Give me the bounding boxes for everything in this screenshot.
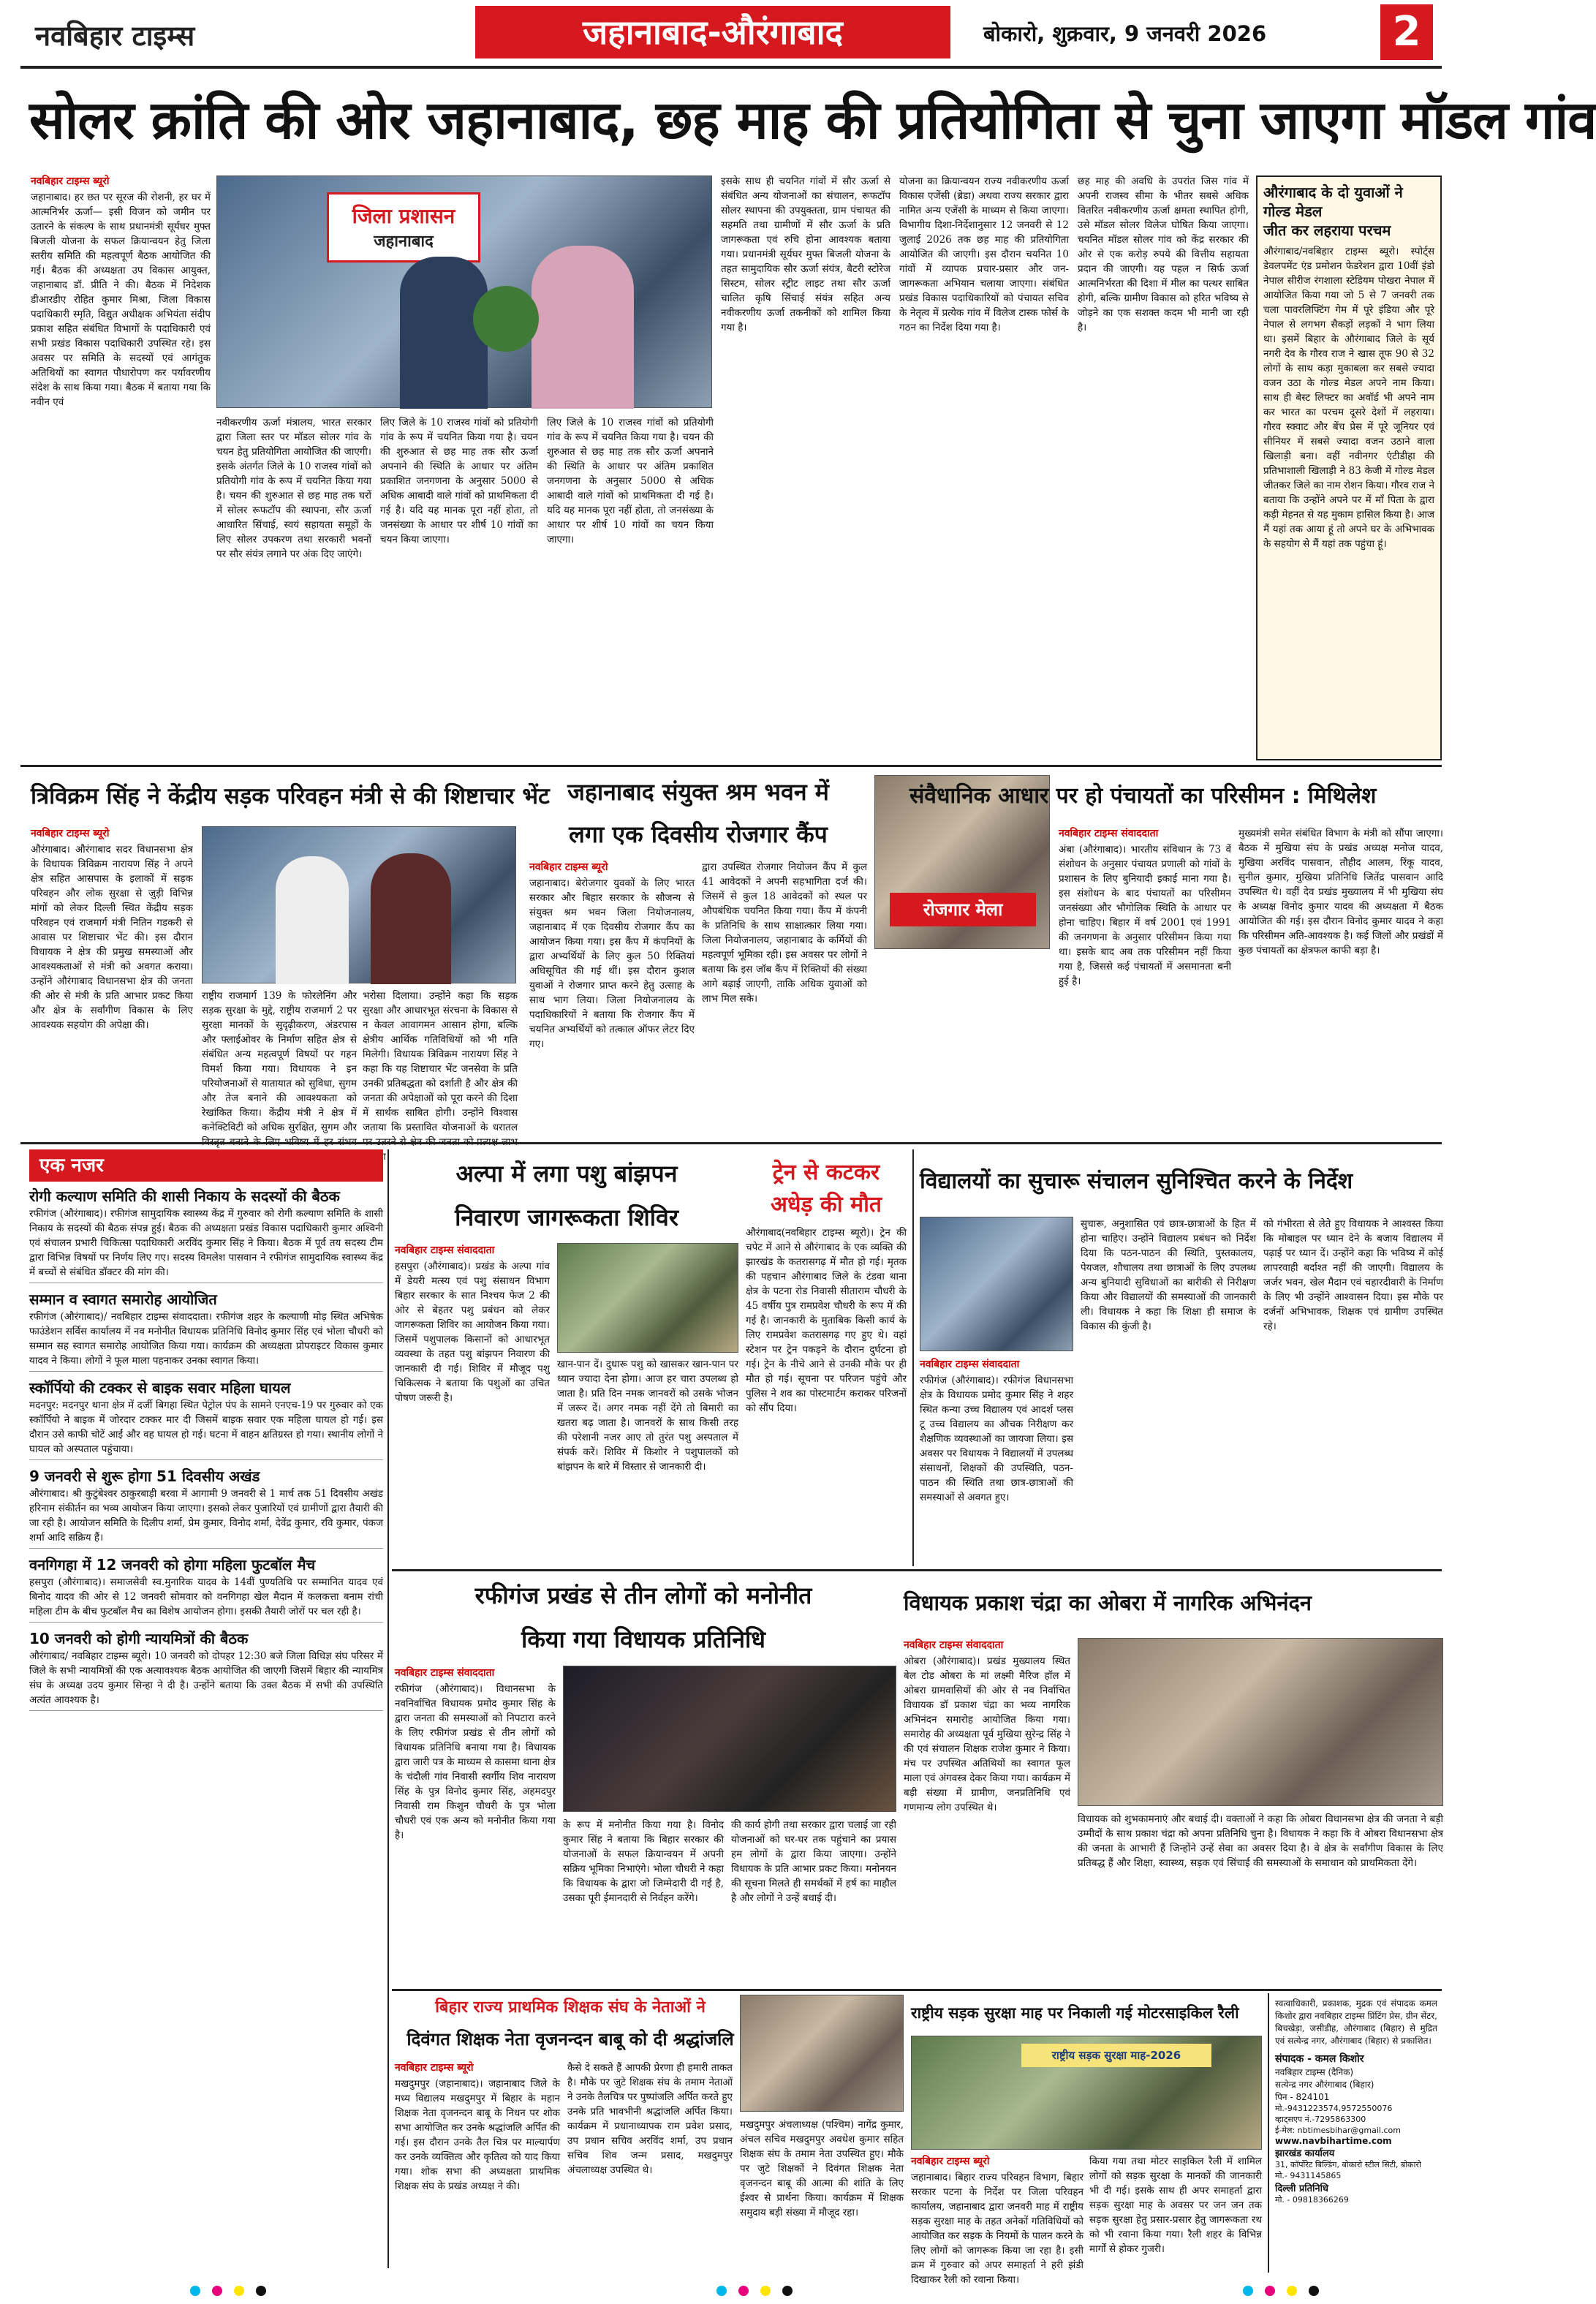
gadkari-headline: त्रिविक्रम सिंह ने केंद्रीय सड़क परिवहन मंत्री से की शिष्टाचार भेंट (31, 783, 550, 809)
gadkari-photo (202, 826, 516, 983)
pratinidhi-photo (563, 1666, 896, 1812)
rally-byline: नवबिहार टाइम्स ब्यूरो (911, 2156, 990, 2167)
gadkari-column-2: राष्ट्रीय राजमार्ग 139 के फोरलेनिंग और सड़क सुरक्षा के मुद्दे, राष्ट्रीय राजमार्ग 2 पर सुरक्षा मानकों के सुदृढ़ीकरण, अंडरपास और फ्लाईओवर के निर्माण सहित क्षेत्र से संबंधित अन्य महत्वपूर्ण विषयों पर गहन विमर्श किया गया। विधायक ने इन परियोजनाओं से यातायात को सुविधा, सुगम और तेज बनाने की आवश्यकता को रेखांकित किया। केंद्रीय मंत्री ने क्षेत्र में कनेक्टिविटी को अधिक सुरक्षित, सुगम और (202, 990, 357, 1133)
teacher-headline-1: बिहार राज्य प्राथमिक शिक्षक संघ के नेताओं ने (435, 1998, 706, 2017)
gold-headline-1: औरंगाबाद के दो युवाओं ने गोल्ड मेडल (1263, 184, 1403, 220)
page-number: 2 (1380, 4, 1433, 60)
ek-nazar-box (29, 1149, 383, 2273)
pashu-text-1: हसपुरा (औरंगाबाद)। प्रखंड के अल्पा गांव में डेयरी मत्स्य एवं पशु संसाधन विभाग बिहार सरकार के सात निश्चय फेज 2 की ओर से बेहतर पशु प्रबंधन को लेकर जागरूकता शिविर का आयोजन किया गया। जिसमें पशुपालक किसानों को आधारभूत व्यवस्था के तहत पशु बांझपन निवारण की जानकारी दी गई। शिविर में मौजूद पशु चिकित्सक ने बताया कि पशुओं का उचित पोषण जरूरी है। (395, 1261, 550, 1404)
ek-nazar-item-title: सम्मान व स्वागत समारोह आयोजित (29, 1291, 217, 1308)
train-headline-2: अधेड़ की मौत (771, 1192, 882, 1217)
section-title: जहानाबाद-औरंगाबाद (583, 12, 843, 52)
office-email[interactable]: ई-मेल: nbtimesbihar@gmail.com (1275, 2126, 1401, 2135)
office-whatsapp: व्हाट्सएप नं.-7295863300 (1275, 2115, 1366, 2124)
ek-nazar-item-text: रफीगंज (औरंगाबाद)/ नवबिहार टाइम्स संवाददाता। रफीगंज शहर के कल्याणी मोड़ स्थित अभिषेक फाउंडेशन सर्विस कार्यालय में नव मनोनीत विधायक प्रतिनिधि विनोद कुमार सिंह एवं भोला चौधरी को सम्मान सह स्वागत समारोह आयोजित किया गया। कार्यक्रम की अध्यक्षता प्रोपराइटर विकास कुमार यादव ने किया। लोगों ने फूल माला पहनाकर उनका स्वागत किया। (29, 1311, 383, 1367)
vidyalaya-photo (920, 1217, 1073, 1351)
ek-nazar-title: एक नजर (29, 1149, 383, 1182)
ek-nazar-item-text: रफीगंज (औरंगाबाद)। रफीगंज सामुदायिक स्वास्थ्य केंद्र में गुरुवार को रोगी कल्याण समिति के शासी निकाय के सदस्यों की बैठक संपन्न हुई। बैठक की अध्यक्षता प्रखंड विकास पदाधिकारी कुमार अश्विनी एवं संचालन प्रभारी चिकित्सा पदाधिकारी अरविंद कुमार सिंह ने किया। बैठक में पूर्व तय सदस्य टीम द्वारा विभिन्न विषयों पर निर्णय लिए गए। सदस्य विमलेश पासवान ने रफीगंज सामुदायिक स्वास्थ्य केंद्र में बच्चों से संबंधित डॉक्टर की मांग की। (29, 1208, 383, 1278)
train-headline-1: ट्रेन से कटकर (772, 1160, 880, 1185)
lead-column-2: नवीकरणीय ऊर्जा मंत्रालय, भारत सरकार द्वारा जिला स्तर पर मॉडल सोलर गांव के चयन हेतु प्रतियोगिता आयोजित की जाएगी। इसके अंतर्गत जिले के 10 राजस्व गांवों को प्रतियोगी गांव के रूप में चयनित किया गया है। चयन की शुरुआत से छह माह तक घरों में सोलर रूफटॉप की स्थापना, सौर ऊर्जा आधारित सिंचाई, स्वयं सहायता समूहों के लिए सोलर उपकरण तथा सरकारी भवनों पर सौर संयंत्र लगाने पर अंक दिए जाएंगे। (216, 417, 371, 560)
ek-nazar-item (29, 1289, 383, 1372)
gadkari-person-1 (276, 856, 349, 984)
gadkari-column-3: भरोसा दिलाया। उन्होंने कहा कि सड़क सुरक्षा और आधारभूत संरचना के विकास से न केवल आवागमन आसान होगा, बल्कि क्षेत्रीय आर्थिक गतिविधियों को भी गति मिलेगी। विधायक त्रिविक्रम नारायण सिंह ने कहा कि यह शिष्टाचार भेंट जनसेवा के प्रति उनकी प्रतिबद्धता को दर्शाती है और क्षेत्र की जनता की अपेक्षाओं को पूरा करने की दिशा में सार्थक साबित होगी। उन्होंने विश्वास जताया कि प्रस्तावित योजनाओं के धरातल (363, 990, 518, 1133)
registration-strip (0, 2280, 1462, 2302)
obra-column-1 (904, 1638, 1070, 1984)
photo-sign-board (327, 192, 480, 262)
gadkari-byline: नवबिहार टाइम्स ब्यूरो (31, 828, 110, 839)
ek-nazar-list (29, 1186, 383, 1711)
office-pin: पिन - 824101 (1275, 2092, 1330, 2102)
ek-nazar-item-text: औरंगाबाद/ नवबिहार टाइम्स ब्यूरो। 10 जनवरी को दोपहर 12:30 बजे जिला विधिज्ञ संघ परिसर में जिले के सभी न्यायमित्रों की एक अत्यावश्यक बैठक आयोजित की जाएगी जिसमें बिहार की न्यायमित्र संघ के अध्यक्ष उदय कुमार सिन्हा ने दी है। उन्होंने बताया कि उक्त बैठक में सभी की उपस्थिति अत्यंत आवश्यक है। (29, 1650, 383, 1706)
teacher-text-1: मखदुमपुर (जहानाबाद)। जहानाबाद जिले के मध्य विद्यालय मखदुमपुर में बिहार के महान शिक्षक नेता वृजनन्दन बाबू के निधन पर शोक सभा आयोजित कर उनके श्रद्धांजलि अर्पित की गई। इस दौरान उनके तैल चित्र पर माल्यार्पण कर उनके व्यक्तित्व और कृतित्व को याद किया गया। शोक सभा की अध्यक्षता प्राथमिक शिक्षक संघ के प्रखंड अध्यक्ष ने की। (395, 2078, 560, 2192)
office-3-mobile: मो. - 09818366269 (1275, 2195, 1349, 2205)
pashu-headline-2: निवारण जागरूकता शिविर (455, 1204, 678, 1231)
sign-line-2: जहानाबाद (374, 233, 434, 251)
rule-after-row3 (392, 1569, 1442, 1571)
editor-label: संपादक - कमल किशोर (1275, 2053, 1364, 2065)
vidyalaya-byline: नवबिहार टाइम्स संवाददाता (920, 1359, 1020, 1370)
pratinidhi-headline-1: रफीगंज प्रखंड से तीन लोगों को मनोनीत (474, 1582, 812, 1609)
teacher-column-1 (395, 2061, 560, 2273)
teacher-byline: नवबिहार टाइम्स ब्यूरो (395, 2062, 474, 2074)
gadkari-text-1: औरंगाबाद। औरंगाबाद सदर विधानसभा क्षेत्र के विधायक त्रिविक्रम नारायण सिंह ने अपने क्षेत्र सहित आसपास के इलाकों में सड़क परिवहन और लोक सुरक्षा से जुड़ी विभिन्न मांगों को लेकर दिल्ली स्थित केंद्रीय सड़क परिवहन एवं राजमार्ग मंत्री नितिन गडकरी से आवास पर शिष्टाचार भेंट की। इस दौरान विधायक ने क्षेत्र की प्रमुख समस्याओं और आवश्यकताओं से मंत्री को अवगत कराया। उन्होंने औरंगाबाद विधानसभा क्षेत्र की जनता की ओर से मंत्री के प्रति आभार प्रकट किया और क्षेत्र के सर्वांगीण विकास के लिए आवश्यक सहयोग की अपेक्षा की। (31, 844, 193, 1031)
office-2-addr: 31, कॉर्पोरेट बिल्डिंग, बोकारो स्टील सिटी, बोकारो (1275, 2160, 1421, 2169)
obra-photo (1078, 1638, 1443, 1806)
lead-headline: सोलर क्रांति की ओर जहानाबाद, छह माह की प्रतियोगिता से चुना जाएगा मॉडल गांव (29, 89, 1596, 151)
mithilesh-text-1: अंबा (औरंगाबाद)। भारतीय संविधान के 73 वें संशोधन के अनुसार पंचायत प्रणाली को गांवों के प्रशासन के लिए बुनियादी इकाई माना गया है। इस संशोधन के बाद पंचायतों का परिसीमन जनसंख्या और भौगोलिक स्थिति के आधार पर होना चाहिए। बिहार में वर्ष 2001 एवं 1991 की जनगणना के अनुसार परिसीमन किया गया था। इसके बाद अब तक परिसीमन नहीं किया गया है, जिससे कई पंचायतों में असमानता बनी हुई है। (1059, 844, 1231, 987)
rule-after-row2 (20, 1142, 1442, 1144)
plant-pot (473, 286, 539, 352)
ek-nazar-item (29, 1466, 383, 1549)
lead-text-3b: लिए जिले के 10 राजस्व गांवों को प्रतियोगी गांव के रूप में चयनित किया गया है। चयन की शुरुआत से छह माह तक सौर ऊर्जा अपनाने की स्थिति के आधार पर अंतिम प्रकाशित जनगणना के अनुसार 5000 से अधिक आबादी वाले गांवों को प्राथमिकता दी गई है। यदि यह मानक पूरा नहीं होता, तो जनसंख्या के आधार पर शीर्ष 10 गांवों का चयन किया जाएगा। (547, 417, 714, 545)
rozgar-text-1: जहानाबाद। बेरोजगार युवकों के लिए भारत सरकार और बिहार सरकार के सौजन्य से संयुक्त श्रम भवन जिला नियोजनालय, जहानाबाद में एक दिवसीय रोजगार कैंप का आयोजन किया गया। इस कैंप में कंपनियों के द्वारा अभ्यर्थियों के लिए कुल 50 रिक्तियां अधिसूचित की गई थीं। इस दौरान कुशल युवाओं ने रोजगार प्राप्त करने हेतु उत्साह के साथ भाग लिया। जिला नियोजनालय के पदाधिकारियों ने बताया कि रोजगार कैंप में चयनित अभ्यर्थियों को तत्काल ऑफर लेटर दिए गए। (529, 877, 695, 1050)
office-web[interactable]: www.navbihartime.com (1275, 2136, 1392, 2146)
pashu-byline: नवबिहार टाइम्स संवाददाता (395, 1244, 495, 1256)
pashu-column-1 (395, 1243, 550, 1565)
gold-medal-panel (1256, 175, 1442, 760)
rozgar-banner: रोजगार मेला (890, 893, 1036, 926)
office-mobile: मो.-9431223574,9572550076 (1275, 2104, 1393, 2113)
masthead (0, 0, 1462, 73)
obra-byline: नवबिहार टाइम्स संवाददाता (904, 1639, 1004, 1651)
pashu-headline-1: अल्पा में लगा पशु बांझपन (455, 1160, 678, 1187)
gold-headline-2: जीत कर लहराया परचम (1263, 222, 1391, 239)
mithilesh-column-1 (1059, 826, 1231, 1138)
lead-column-6: छह माह की अवधि के उपरांत जिस गांव में अपनी राजस्व सीमा के भीतर सबसे अधिक वितरित नवीकरणीय ऊर्जा क्षमता स्थापित होगी, उसे मॉडल सोलर विलेज घोषित किया जाएगा। चयनित मॉडल सोलर गांव को केंद्र सरकार की ओर से एक करोड़ रुपये की वित्तीय सहायता प्रदान की जाएगी। यह पहल न सिर्फ ऊर्जा आत्मनिर्भरता की दिशा में मील का पत्थर साबित होगी, बल्कि ग्रामीण विकास को हरित भविष्य से जोड़ने का एक सशक्त कदम भी मानी जा रही है। (1078, 175, 1249, 333)
pratinidhi-text-1: रफीगंज (औरंगाबाद)। विधानसभा के नवनिर्वाचित विधायक प्रमोद कुमार सिंह के द्वारा जनता की समस्याओं को निपटारा करने के लिए रफीगंज प्रखंड से तीन लोगों को विधायक प्रतिनिधि बनाया गया है। विधायक द्वारा जारी पत्र के माध्यम से कासमा थाना क्षेत्र के चंदौली गांव निवासी स्वर्गीय शिव नारायण सिंह के पुत्र विनोद कुमार सिंह, अहमदपुर निवासी राम किशुन चौधरी के पुत्र भोला चौधरी एवं एक अन्य को मनोनीत किया गया है। (395, 1683, 556, 1841)
ek-nazar-item (29, 1186, 383, 1283)
lead-photo (216, 175, 712, 408)
teacher-column-2: कैसे दे सकते हैं आपकी प्रेरणा ही हमारी ताकत है। मौके पर जुटे शिक्षक संघ के तमाम नेताओं ने उनके तैलचित्र पर पुष्पांजलि अर्पित करते हुए उनके प्रति भावभीनी श्रद्धांजलि अर्पित किया। कार्यक्रम में प्रधानाध्यापक राम प्रवेश प्रसाद, उप प्रधान सचिव अरविंद शर्मा, उप प्रधान सचिव शिव जन्म प्रसाद, मखदुमपुर अंचलाध्यक्ष उपस्थित थे। (567, 2062, 733, 2176)
rally-column-2: किया गया तथा मोटर साइकिल रैली में शामिल लोगों को सड़क सुरक्षा के मानकों की जानकारी भी दी गई। इसके साथ ही अपर समाहर्ता द्वारा सड़क सुरक्षा माह के अवसर पर जन जन तक सड़क सुरक्षा हेतु प्रसार-प्रसार हेतु जागरूकता रथ को भी रवाना किया गया। रैली शहर के विभिन्न मार्गों से होकर गुजरी। (1089, 2156, 1262, 2255)
gold-text: औरंगाबाद/नवबिहार टाइम्स ब्यूरो। स्पोर्ट्स डेवलपमेंट एंड प्रमोशन फेडरेशन द्वारा 10वीं इंडो नेपाल सीरीज रंगशाला स्टेडियम पोखरा नेपाल में आयोजित किया गया जो 5 से 7 जनवरी तक चला पावरलिफ्टिंग गेम में पूरे इंडिया और पूरे नेपाल से लगभग सैकड़ों लड़कों ने भाग लिया था। इसमें बिहार के औरंगाबाद जिले के सूर्य नगरी देव के गौरव राज ने खास तूफ 90 से 32 लोगों के साथ कड़ा मुकाबला कर सबसे ज्यादा वजन उठा के गोल्ड मेडल अपने नाम किया। साथ ही बेस्ट लिफ्टर का अवॉर्ड भी अपने नाम कर भारत का परचम दूसरे देशों में लहराया। गौरव स्क्वाट और बेंच प्रेस में पूरे जूनियर एवं सीनियर में सबसे ज्यादा वजन उठाने वाला खिलाड़ी बना। वहीं नवीनगर एंटीडीहा की प्रतिभाशाली खिलाड़ी ने 83 केजी में गोल्ड मेडल जीतकर जिले का नाम रोशन किया। गौरव राज ने बताया कि उन्होंने अपने पर में माँ पिता के द्वारा कड़ी मेहनत से यह मुकाम हासिल किया है। आज मैं यहां तक आया हूं तो अपने घर के अभिभावक के सहयोग से मैं यहां तक पहुंचा हूं। (1263, 246, 1434, 550)
ek-nazar-item-title: 10 जनवरी को होगी न्यायमित्रों की बैठक (29, 1630, 249, 1647)
rule-train (912, 1149, 914, 1566)
rally-headline: राष्ट्रीय सड़क सुरक्षा माह पर निकाली गई मोटरसाइकिल रैली (911, 2004, 1239, 2022)
person-right (532, 246, 634, 409)
masthead-rule (20, 66, 1442, 69)
rally-banner: राष्ट्रीय सड़क सुरक्षा माह-2026 (1021, 2044, 1211, 2067)
office-3: दिल्ली प्रतिनिधि (1275, 2183, 1328, 2194)
rozgar-column-1 (529, 860, 695, 1138)
office-2-mobile: मो.- 9431145865 (1275, 2171, 1342, 2180)
rozgar-byline: नवबिहार टाइम्स ब्यूरो (529, 861, 608, 873)
lead-column-5: योजना का क्रियान्वयन राज्य नवीकरणीय ऊर्जा विकास एजेंसी (ब्रेडा) अथवा राज्य सरकार द्वारा नामित अन्य एजेंसी के माध्यम से किया जाएगा। विभागीय दिशा-निर्देशानुसार 12 जनवरी से 12 जुलाई 2026 तक छह माह की प्रतियोगिता आयोजित की जाएगी। इस दौरान चयनित 10 गांवों में व्यापक प्रचार-प्रसार और जन-जागरूकता अभियान चलाया जाएगा। संबंधित प्रखंड विकास पदाधिकारियों को पंचायत सचिव के नेतृत्व में प्रत्येक गांव में विलेज टास्क फोर्स के गठन का निर्देश दिया गया है। (899, 175, 1069, 333)
lead-text-1: जहानाबाद। हर छत पर सूरज की रोशनी, हर घर में आत्मनिर्भर ऊर्जा— इसी विजन को जमीन पर उतारने के संकल्प के साथ प्रधानमंत्री सूर्यघर मुफ्त बिजली योजना के सफल क्रियान्वयन हेतु जिला स्तरीय समिति की महत्वपूर्ण बैठक आयोजित की गई। बैठक की अध्यक्षता उप विकास आयुक्त, जहानाबाद डॉ. प्रीति ने की। बैठक में निदेशक डीआरडीए रोहित कुमार मिश्रा, जिला विकास पदाधिकारी स्मृति, विद्युत अधीक्षक अभियंता संदीप प्रकाश सहित संबंधित विभागों के पदाधिकारी एवं सभी प्रखंड विकास पदाधिकारी उपस्थित रहे। इस अवसर पर समिति के सदस्यों एवं आगंतुक अतिथियों का स्वागत पौधारोपण कर पर्यावरणीय संदेश के साथ किया गया। बैठक में बताया गया कि नवीन एवं (31, 192, 211, 408)
lead-column-3: लिए जिले के 10 राजस्व गांवों को प्रतियोगी गांव के रूप में चयनित किया गया है। चयन की शुरुआत से छह माह तक सौर ऊर्जा अपनाने की स्थिति के आधार पर अंतिम प्रकाशित जनगणना के अनुसार 5000 से अधिक आबादी वाले गांवों को प्राथमिकता दी गई है। यदि यह मानक पूरा नहीं होता, तो जनसंख्या के आधार पर शीर्ष 10 गांवों का चयन किया जाएगा। (380, 417, 538, 545)
dateline: बोकारो, शुक्रवार, 9 जनवरी 2026 (983, 21, 1267, 46)
rozgar-headline-1: जहानाबाद संयुक्त श्रम भवन में (567, 778, 829, 806)
rozgar-headline-2: लगा एक दिवसीय रोजगार कैंप (569, 820, 828, 848)
lead-column-4: इसके साथ ही चयनित गांवों में सौर ऊर्जा से संबंधित अन्य योजनाओं का संचालन, रूफटॉप सोलर स्थापना की उपयुक्तता, ग्राम पंचायत की सहमति तथा ग्रामीणों में सौर ऊर्जा के प्रति जागरूकता एवं रुचि होना आवश्यक बताया गया। प्रधानमंत्री सूर्यघर मुफ्त बिजली योजना के तहत सामुदायिक सौर ऊर्जा संयंत्र, बैटरी स्टोरेज सिस्टम, सोलर स्ट्रीट लाइट तथा सौर ऊर्जा चालित कृषि सिंचाई संयंत्र सहित अन्य नवीकरणीय ऊर्जा तकनीकों को शामिल किया गया है। (721, 175, 890, 333)
lead-byline: नवबिहार टाइम्स ब्यूरो (31, 175, 110, 187)
ek-nazar-item-text: हसपुरा (औरंगाबाद)। समाजसेवी स्व.मुनारिक यादव के 14वीं पुण्यतिथि पर सम्मानित यादव एवं बिनोद यादव की ओर से 12 जनवरी सोमवार को वनगिगहा खेल मैदान में कलकत्ता बनाम रांची महिला टीम के बीच फुटबॉल मैच का विशेष आयोजन होगा। इसकी तैयारी जोरों पर चल रही है। (29, 1576, 383, 1617)
lead-column-3b (547, 415, 714, 759)
sign-line-1: जिला प्रशासन (352, 204, 455, 228)
pratinidhi-column-1 (395, 1666, 556, 1984)
vidyalaya-headline: विद्यालयों का सुचारू संचालन सुनिश्चित करने के निर्देश (920, 1168, 1353, 1194)
rally-column-1 (911, 2154, 1083, 2286)
ek-nazar-item-title: वनगिगहा में 12 जनवरी को होगा महिला फुटबॉल मैच (29, 1556, 316, 1574)
ek-nazar-item-title: स्कॉर्पियो की टक्कर से बाइक सवार महिला घायल (29, 1379, 291, 1397)
pratinidhi-headline-2: किया गया विधायक प्रतिनिधि (521, 1625, 765, 1653)
vidyalaya-column-3: को गंभीरता से लेते हुए विधायक ने आश्वस्त किया कि मोबाइल पर ध्यान देने के बजाय विद्यालय में पढ़ाई पर ध्यान दें। उन्होंने कहा कि भविष्य में कोई लापरवाही बर्दाश्त नहीं की जाएगी। विद्यालय के जर्जर भवन, खेल मैदान एवं चहारदीवारी के निर्माण के लिए भी उन्होंने आश्वासन दिया। इस मौके पर दर्जनों अभिभावक, शिक्षक एवं ग्रामीण उपस्थित रहे। (1263, 1218, 1443, 1332)
mithilesh-byline: नवबिहार टाइम्स संवाददाता (1059, 828, 1159, 839)
lead-column-1 (31, 174, 211, 759)
obra-headline: विधायक प्रकाश चंद्रा का ओबरा में नागरिक अभिनंदन (904, 1590, 1312, 1615)
section-banner (475, 6, 950, 58)
teacher-headline-2: दिवंगत शिक्षक नेता वृजनन्दन बाबू को दी श्रद्धांजलि (406, 2029, 734, 2050)
ek-nazar-item (29, 1628, 383, 1711)
ek-nazar-item-title: रोगी कल्याण समिति की शासी निकाय के सदस्यों की बैठक (29, 1187, 340, 1205)
pratinidhi-column-2: के रूप में मनोनीत किया गया है। विनोद कुमार सिंह ने बताया कि बिहार सरकार की योजनाओं के सफल क्रियान्वयन में अपनी सक्रिय भूमिका निभाएंगे। भोला चौधरी ने कहा कि विधायक के द्वारा जो जिम्मेदारी दी गई है, उसका पूरी ईमानदारी से निर्वहन करेंगे। (563, 1819, 724, 1904)
imprint-text: स्वत्वाधिकारी, प्रकाशक, मुद्रक एवं संपादक कमल किशोर द्वारा नवबिहार टाइम्स प्रिंटिंग प्रेस, ग्रीन सेंटर, बिचखेड़ा, जसीडीह, औरंगाबाद (बिहार) से मुद्रित एवं सत्येन्द्र नगर, औरंगाबाद (बिहार) से प्रकाशित। (1275, 1998, 1437, 2046)
pashu-column-2: खान-पान दें। दुधारू पशु को खासकर खान-पान पर ध्यान ज्यादा देना होगा। आज हर चारा उपलब्ध हो जाता है। प्रति दिन नमक जानवरों को उसके भोजन में जरूर दें। अगर नमक नहीं देंगे तो बिमारी का खतरा बढ़ जाता है। जानवरों के साथ किसी तरह की परेशानी नजर आए तो तुरंत पशु अस्पताल में संपर्क करें। शिविर में किशोर ने पशुपालकों को बांझपन के बारे में विस्तार से जानकारी दी। (557, 1359, 738, 1473)
ek-nazar-item (29, 1555, 383, 1623)
ek-nazar-item-text: औरंगाबाद। श्री कुटुंबेश्वर ठाकुरबाड़ी बरवा में आगामी 9 जनवरी से 1 मार्च तक 51 दिवसीय अखंड हरिनाम संकीर्तन का भव्य आयोजन किया जाएगा। इसको लेकर पुजारियों एवं ग्रामीणों द्वारा तैयारी की जा रही है। आयोजन समिति के दिलीप शर्मा, प्रेम कुमार, विनोद शर्मा, देवेंद्र कुमार, रवि कुमार, पंकज शर्मा आदि सक्रिय हैं। (29, 1488, 383, 1544)
obra-text-1: ओबरा (औरंगाबाद)। प्रखंड मुख्यालय स्थित बेल टोड ओबरा के मां लक्ष्मी मैरिज हॉल में ओबरा ग्रामवासियों की ओर से नव निर्वाचित विधायक डॉ प्रकाश चंद्रा का भव्य नागरिक अभिनंदन समारोह आयोजित किया गया। समारोह की अध्यक्षता पूर्व मुखिया सुरेन्द्र सिंह ने की एवं संचालन शिक्षक राजेश कुमार ने किया। मंच पर उपस्थित अतिथियों का स्वागत फूल माला एवं अंगवस्त्र देकर किया गया। कार्यक्रम में बड़ी संख्या में ग्रामीण, जनप्रतिनिधि एवं गणमान्य लोग उपस्थित थे। (904, 1655, 1070, 1813)
vidyalaya-text-1: रफीगंज (औरंगाबाद)। रफीगंज विधानसभा क्षेत्र के विधायक प्रमोद कुमार सिंह ने शहर स्थित कन्या उच्च विद्यालय एवं आदर्श प्लस टू उच्च विद्यालय का औचक निरीक्षण कर शैक्षणिक व्यवस्थाओं का जायजा लिया। इस अवसर पर विधायक ने विद्यालयों में उपलब्ध संसाधनों, शिक्षकों की उपस्थिति, पठन-पाठन की स्थिति तथा छात्र-छात्राओं की समस्याओं से अवगत हुए। (920, 1375, 1073, 1503)
rule-after-lead (20, 765, 1442, 767)
pratinidhi-byline: नवबिहार टाइम्स संवाददाता (395, 1667, 495, 1679)
rule-after-row4 (392, 1989, 1442, 1991)
pashu-photo (557, 1243, 738, 1353)
gadkari-person-2 (371, 853, 451, 984)
office-2: झारखंड कार्यालय (1275, 2148, 1335, 2159)
obra-column-2: विधायक को शुभकामनाएं और बधाई दी। वक्ताओं ने कहा कि ओबरा विधानसभा क्षेत्र की जनता ने बड़ी उम्मीदों के साथ प्रकाश चंद्रा को अपना प्रतिनिधि चुना है। विधायक ने कहा कि वे ओबरा विधानसभा क्षेत्र की जनता के आभारी हैं जिन्होंने उन्हें सेवा का अवसर दिया है। वे क्षेत्र के सर्वांगीण विकास के लिए प्रतिबद्ध हैं और शिक्षा, स्वास्थ्य, सड़क एवं सिंचाई की समस्याओं के समाधान को प्राथमिकता देंगे। (1078, 1813, 1443, 1869)
mithilesh-headline: संवैधानिक आधार पर हो पंचायतों का परिसीमन : मिथिलेश (909, 783, 1377, 809)
ek-nazar-item-title: 9 जनवरी से शुरू होगा 51 दिवसीय अखंड (29, 1468, 260, 1485)
rally-text-1: जहानाबाद। बिहार राज्य परिवहन विभाग, बिहार सरकार पटना के निर्देश पर जिला परिवहन कार्यालय, जहानाबाद द्वारा जनवरी माह में राष्ट्रीय सड़क सुरक्षा माह के तहत अनेकों गतिविधियों को आयोजित कर सड़क के नियमों के पालन करने के लिए लोगों को जागरूक किया जा रहा है। इसी क्रम में गुरुवार को अपर समाहर्ता ने हरी झंडी दिखाकर रैली को रवाना किया। (911, 2172, 1083, 2286)
vidyalaya-column-1 (920, 1357, 1073, 1565)
teacher-column-3: मखदुमपुर अंचलाध्यक्ष (पश्चिम) नागेंद्र कुमार, अंचल सचिव मखदुमपुर अवधेश कुमार सहित शिक्षक संघ के तमाम नेता उपस्थित हुए। मौके पर जुटे शिक्षकों ने दिवंगत शिक्षक नेता वृजनन्दन बाबू की आत्मा की शांति के लिए ईश्वर से प्रार्थना किया। कार्यक्रम में शिक्षक समुदाय बड़ी संख्या में मौजूद रहा। (740, 2119, 904, 2218)
rally-photo (911, 2036, 1262, 2150)
teacher-photo (740, 1995, 904, 2112)
vidyalaya-column-2: सुचारू, अनुशासित एवं छात्र-छात्राओं के हित में होना चाहिए। उन्होंने विद्यालय प्रबंधन को निर्देश दिया कि पठन-पाठन की स्थिति, पुस्तकालय, पेयजल, शौचालय तथा छात्राओं के लिए उपलब्ध अन्य बुनियादी सुविधाओं का बारीकी से निरीक्षण किया और विद्यालयों की समस्याओं की जानकारी ली। विधायक ने कहा कि शिक्षा ही समाज के विकास की कुंजी है। (1081, 1218, 1256, 1332)
ek-nazar-item-text: मदनपुर: मदनपुर थाना क्षेत्र में दर्जी बिगहा स्थित पेट्रोल पंप के सामने एनएच-19 पर गुरुवार को एक स्कॉर्पियो ने बाइक में जोरदार टक्कर मार दी जिसमें बाइक सवार एक महिला घायल हो गई। इस दौरान उसे काफी चोटें आईं और वह घायल हो गई। घटना में वाहन क्षतिग्रस्त हो गया। स्थानीय लोगों ने घायल को अस्पताल पहुंचाया। (29, 1400, 383, 1455)
person-left (400, 257, 488, 409)
office-1-addr: सत्येन्द्र नगर औरंगाबाद (बिहार) (1275, 2080, 1374, 2090)
office-1: नवबिहार टाइम्स (दैनिक) (1275, 2067, 1354, 2077)
paper-name: नवबिहार टाइम्स (35, 20, 195, 52)
ek-nazar-item (29, 1378, 383, 1460)
gadkari-column-1 (31, 826, 193, 1138)
mithilesh-column-3: मुख्यमंत्री समेत संबंधित विभाग के मंत्री को सौंपा जाएगा। बैठक में मुखिया संघ के प्रखंड अध्यक्ष मनोज यादव, मुखिया अरविंद पासवान, तौहीद आलम, रिंकू यादव, सुनील कुमार, मुखिया प्रतिनिधि जितेंद्र पासवान आदि उपस्थित थे। वहीं देव प्रखंड मुख्यालय में भी मुखिया संघ के अध्यक्ष विनोद कुमार यादव की अध्यक्षता में बैठक आयोजित की गई। इस दौरान विनोद कुमार यादव ने कहा कि परिसीमन अति-आवश्यक है। कई जिलों और प्रखंडों में कुछ पंचायतों का क्षेत्रफल काफी बड़ा है। (1238, 828, 1443, 956)
pratinidhi-column-3: की कार्य होगी तथा सरकार द्वारा चलाई जा रही योजनाओं को घर-घर तक पहुंचाने का प्रयास हम लोगों के द्वारा किया जाएगा। उन्होंने विधायक के प्रति आभार प्रकट किया। मनोनयन की सूचना मिलते ही समर्थकों में हर्ष का माहौल है और लोगों ने उन्हें बधाई दी। (731, 1819, 896, 1904)
train-text: औरंगाबाद(नवबिहार टाइम्स ब्यूरो)। ट्रेन की चपेट में आने से औरंगाबाद के एक व्यक्ति की झारखंड के कतरासगढ़ में मौत हो गई। मृतक की पहचान औरंगाबाद जिले के टंडवा थाना क्षेत्र के पटना रोड निवासी सीताराम चौधरी के 45 वर्षीय पुत्र रामप्रवेश चौधरी के रूप में की गई है। जानकारी के मुताबिक किसी कार्य के लिए रामप्रवेश कतरासगढ़ गए हुए थे। वहां स्टेशन पर ट्रेन पकड़ने के दौरान दुर्घटना हो गई। ट्रेन के नीचे आने से उनकी मौके पर ही मौत हो गई। सूचना पर परिजन पहुंचे और पुलिस ने शव का पोस्टमार्टम कराकर परिजनों को सौंप दिया। (746, 1227, 907, 1414)
imprint-box (1268, 1993, 1443, 2273)
rozgar-column-2: द्वारा उपस्थित रोजगार नियोजन कैंप में कुल 41 आवेदकों ने अपनी सहभागिता दर्ज की। जिसमें से कुल 18 आवेदकों को स्थल पर औपबंधिक चयनित किया गया। कैंप में कंपनी के प्रतिनिधि के साथ साक्षात्कार लिया गया। जिला नियोजनालय, जहानाबाद के कर्मियों की महत्वपूर्ण भूमिका रही। इस अवसर पर लोगों ने बताया कि इस जॉब कैंप में रिक्तियों की संख्या आगे बढ़ाई जाएगी, ताकि अधिक युवाओं को लाभ मिल सके। (702, 861, 867, 1005)
sidebar-rule (387, 1149, 389, 2268)
